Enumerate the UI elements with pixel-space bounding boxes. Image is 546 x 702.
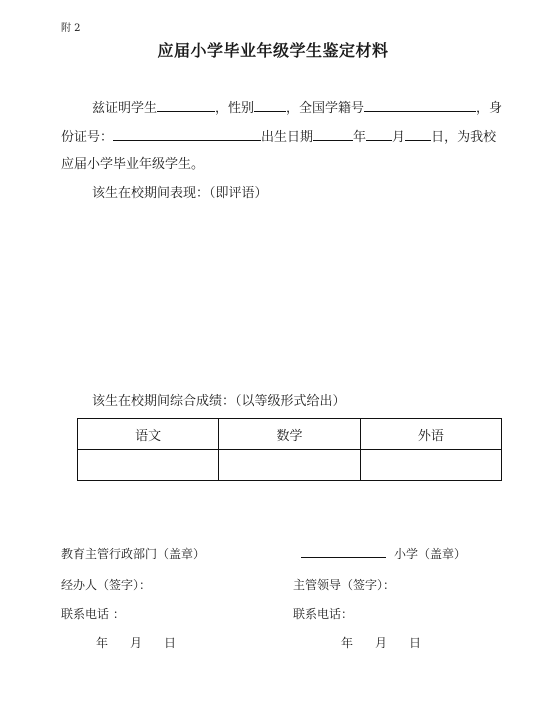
right-date-year: 年: [341, 636, 354, 650]
grades-table: [77, 418, 502, 481]
grade-header-chinese: 语文: [78, 419, 219, 450]
left-date: [96, 634, 176, 651]
school-seal-label: 小学（盖章）: [394, 547, 467, 561]
birth-month-field[interactable]: [366, 127, 392, 141]
left-date-day: 日: [164, 636, 177, 650]
birth-day-field[interactable]: [405, 127, 431, 141]
school-name-field[interactable]: [301, 546, 386, 558]
grades-value-row: [78, 450, 502, 481]
left-date-month: 月: [130, 636, 143, 650]
birth-year-label: 年: [353, 130, 367, 145]
grade-header-math: 数学: [219, 419, 360, 450]
id-number-field[interactable]: [113, 127, 261, 141]
national-no-label: ，全国学籍号: [286, 101, 365, 116]
id-label-end: 份证号：: [61, 130, 114, 145]
grade-value-chinese[interactable]: [78, 450, 219, 481]
left-date-year: 年: [96, 636, 109, 650]
student-name-field[interactable]: [157, 98, 215, 112]
certify-line-3: 应届小学毕业年级学生。: [61, 157, 205, 172]
school-suffix: ，为我校: [444, 130, 497, 145]
edu-dept-seal-label: 教育主管行政部门（盖章）: [61, 547, 206, 561]
grades-label: 该生在校期间综合成绩：（以等级形式给出）: [92, 394, 346, 409]
right-phone-label: 联系电话：: [293, 607, 354, 621]
school-seal-line: [301, 545, 466, 562]
certify-prefix: 兹证明学生: [92, 101, 158, 116]
right-date: [341, 634, 421, 651]
gender-label: ，性别: [215, 101, 255, 116]
right-date-month: 月: [375, 636, 388, 650]
birth-label: 出生日期: [261, 130, 314, 145]
id-label-start: ，身: [476, 101, 503, 116]
grade-value-math[interactable]: [219, 450, 360, 481]
leader-signature-label: 主管领导（签字）：: [293, 578, 396, 592]
grade-header-foreign: 外语: [360, 419, 501, 450]
performance-label: 该生在校期间表现：（即评语）: [92, 186, 268, 201]
birth-day-label: 日: [431, 130, 445, 145]
certify-line-2: [61, 127, 496, 146]
grades-header-row: [78, 419, 502, 450]
right-date-day: 日: [409, 636, 422, 650]
handler-signature-label: 经办人（签字）：: [61, 578, 152, 592]
certify-line-1: [92, 98, 502, 117]
document-title: 应届小学毕业年级学生鉴定材料: [157, 41, 389, 60]
birth-year-field[interactable]: [313, 127, 353, 141]
left-phone-label: 联系电话 ：: [61, 607, 125, 621]
grade-value-foreign[interactable]: [360, 450, 501, 481]
gender-field[interactable]: [254, 98, 286, 112]
birth-month-label: 月: [392, 130, 406, 145]
annex-label: 附 2: [61, 23, 81, 34]
national-student-no-field[interactable]: [364, 98, 476, 112]
